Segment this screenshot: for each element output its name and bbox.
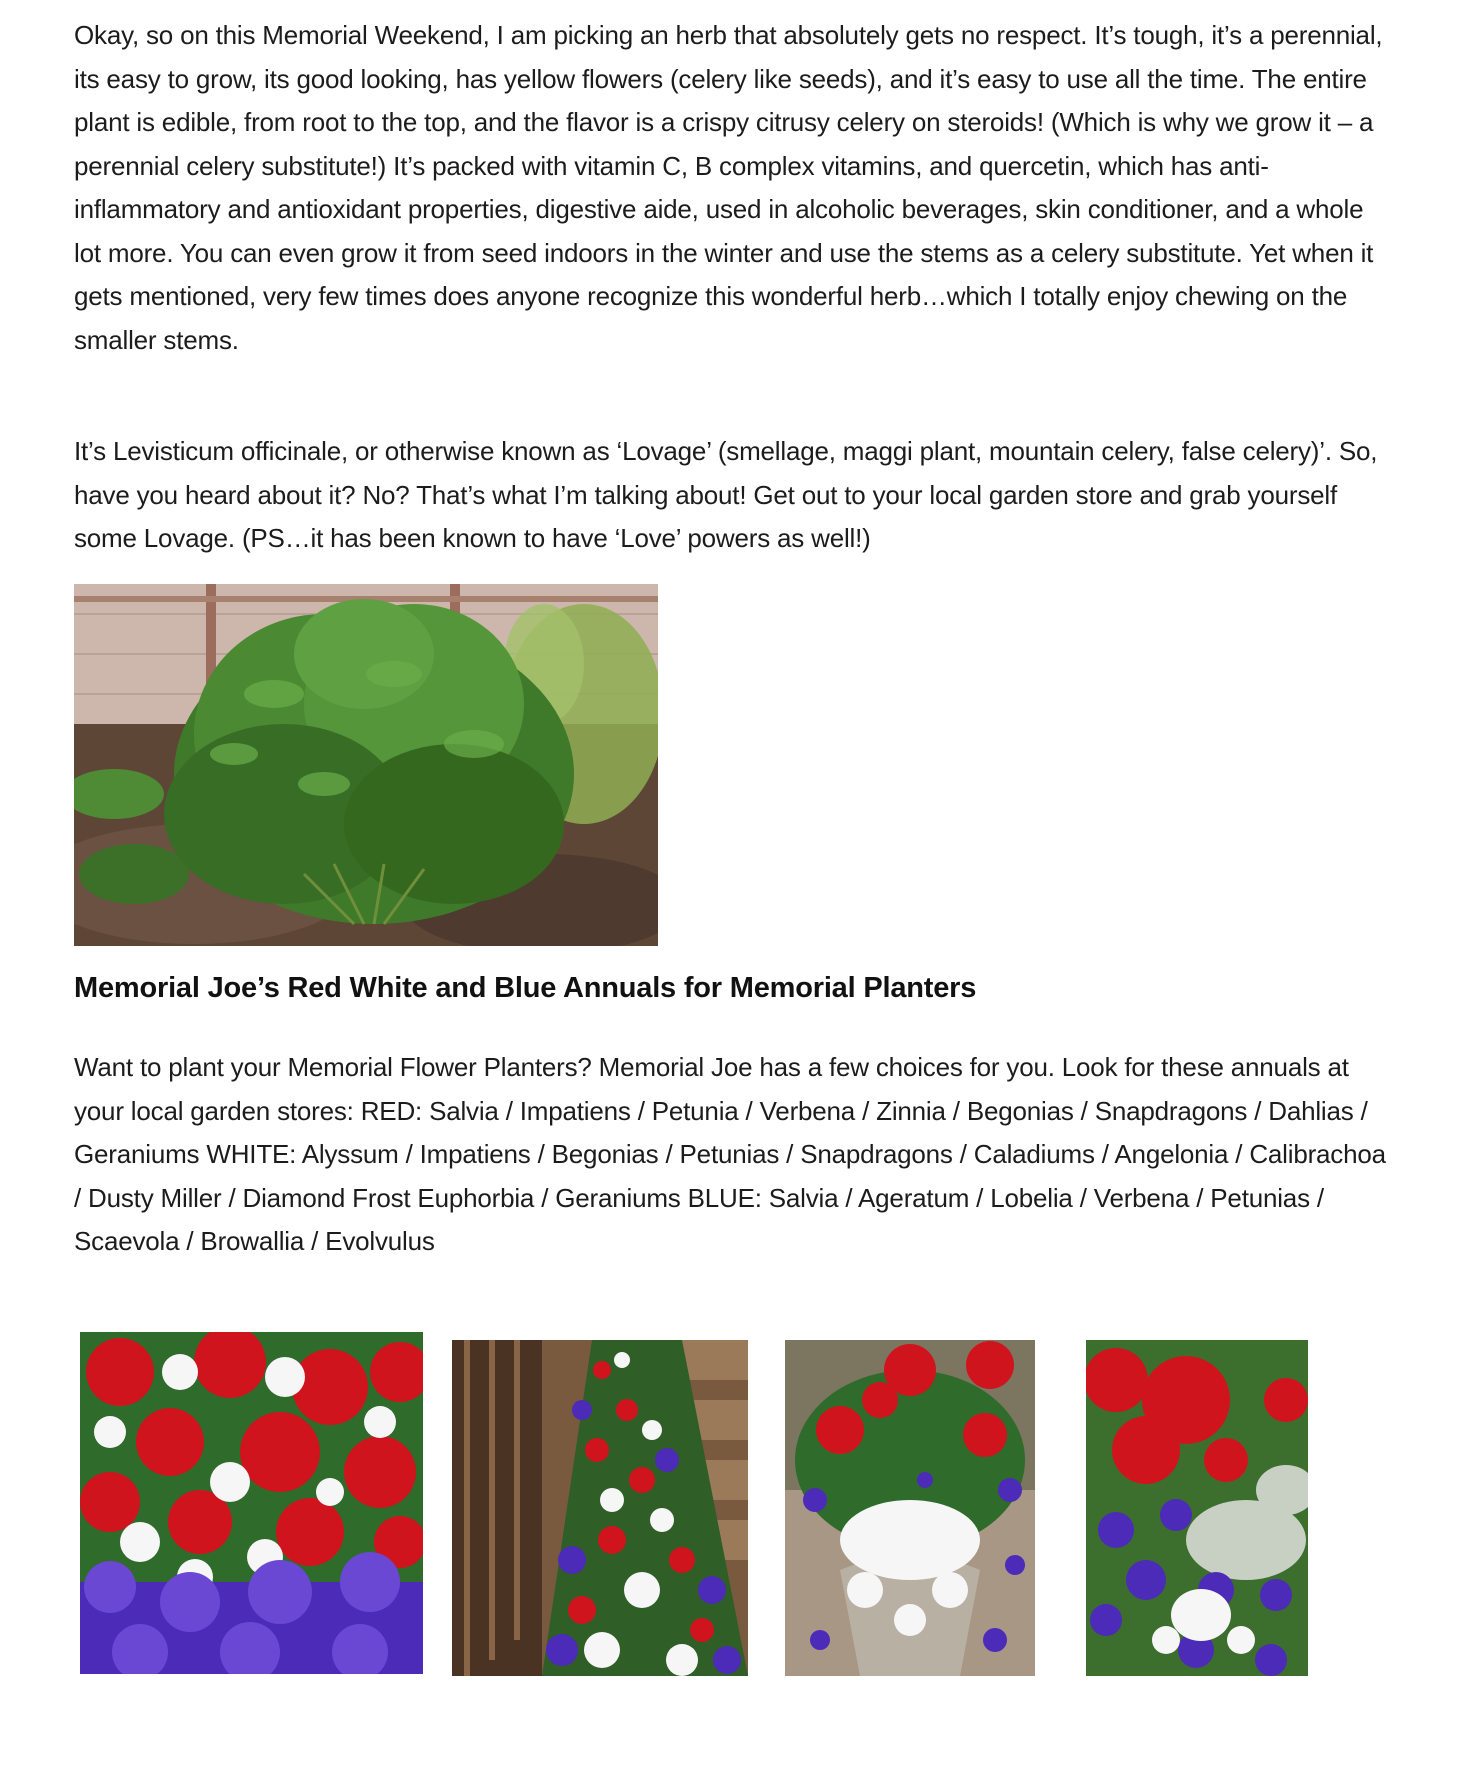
red-white-blue-planter-image-2 [452, 1340, 748, 1676]
annuals-paragraph: Want to plant your Memorial Flower Planters? Memorial Joe has a few choices for you. Look for these annuals at your local garden stores: RED: Salvia / Impatiens / Petunia / Verbena / Zinnia / Begonias / Snapdragons / Dahlias / Geraniums WHITE: Alyssum / Impatiens / Begonias / Petunias / Snapdragons / Caladiums / Angelonia / Calibrachoa / Dusty Miller / Diamond Frost Euphorbia / Geraniums BLUE: Salvia / Ageratum / Lobelia / Verbena / Petunias / Scaevola / Browallia / Evolvulus [74, 1052, 1386, 1256]
lovage-plant-image [74, 584, 658, 946]
red-white-blue-planter-image-1 [80, 1332, 423, 1674]
lovage-intro-paragraph: Okay, so on this Memorial Weekend, I am picking an herb that absolutely gets no respect. It’s tough, it’s a perennial, its easy to grow, its good looking, has yellow flowers (celery like seeds), and it’s easy to use all the time. The entire plant is edible, from root to the top, and the flavor is a crispy citrusy celery on steroids! (Which is why we grow it – a perennial celery substitute!) It’s packed with vitamin C, B complex vitamins, and quercetin, which has anti-inflammatory and antioxidant properties, digestive aide, used in alcoholic beverages, skin conditioner, and a whole lot more. You can even grow it from seed indoors in the winter and use the stems as a celery substitute. Yet when it gets mentioned, very few times does anyone recognize this wonderful herb…which I totally enjoy chewing on the smaller stems. [74, 20, 1383, 355]
annuals-heading: Memorial Joe’s Red White and Blue Annuals for Memorial Planters [74, 972, 977, 1004]
red-white-blue-planter-image-4 [1086, 1340, 1308, 1676]
red-white-blue-planter-image-3 [785, 1340, 1035, 1676]
lovage-name-paragraph: It’s Levisticum officinale, or otherwise known as ‘Lovage’ (smellage, maggi plant, mountain celery, false celery)’. So, have you heard about it? No? That’s what I’m talking about! Get out to your local garden store and grab yourself some Lovage. (PS…it has been known to have ‘Love’ powers as well!) [74, 436, 1378, 553]
